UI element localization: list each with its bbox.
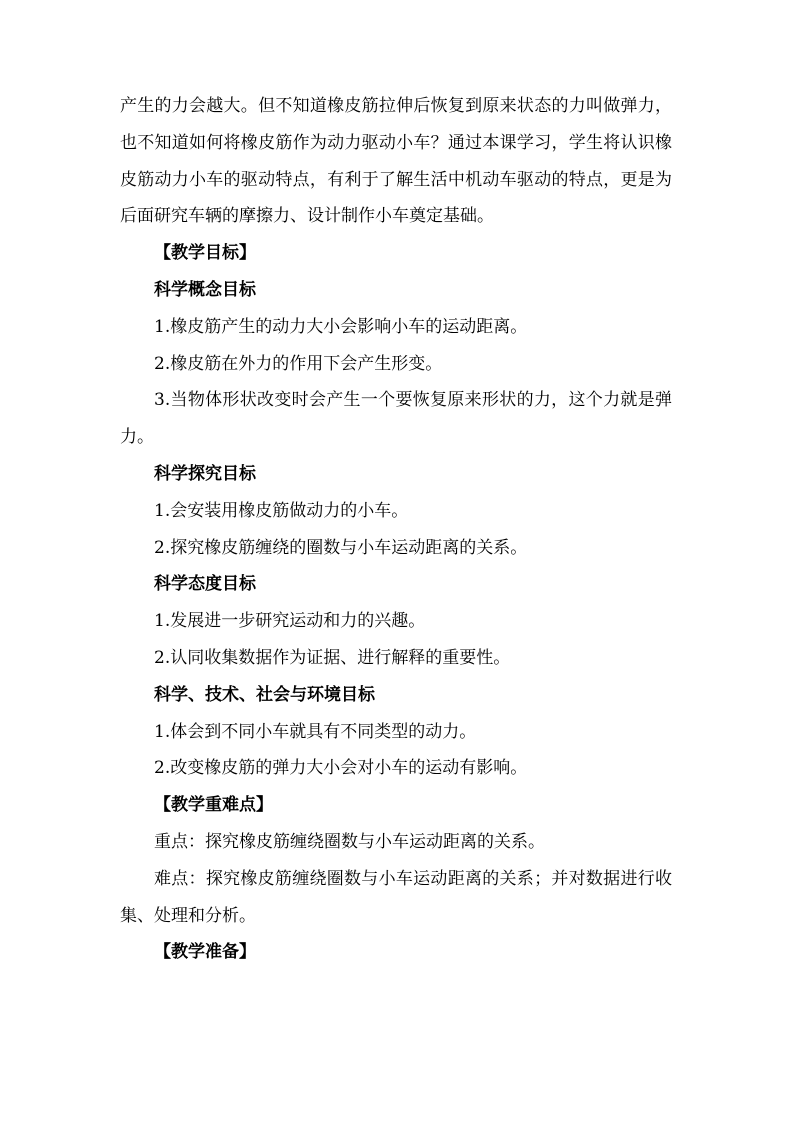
list-item: 2.改变橡皮筋的弹力大小会对小车的运动有影响。 <box>154 758 528 779</box>
key-point-paragraph: 重点：探究橡皮筋缠绕圈数与小车运动距离的关系。 <box>154 831 545 852</box>
list-item: 2.认同收集数据作为证据、进行解释的重要性。 <box>154 647 511 668</box>
list-item: 1.体会到不同小车就具有不同类型的动力。 <box>154 721 477 742</box>
section-heading-teaching-preparation: 【教学准备】 <box>154 942 256 963</box>
list-item: 1.橡皮筋产生的动力大小会影响小车的运动距离。 <box>154 316 528 337</box>
subheading-science-attitude: 科学态度目标 <box>154 574 256 595</box>
section-heading-teaching-objectives: 【教学目标】 <box>154 243 256 264</box>
difficult-point-paragraph: 难点：探究橡皮筋缠绕圈数与小车运动距离的关系；并对数据进行收集、处理和分析。 <box>120 868 672 926</box>
list-item: 2.探究橡皮筋缠绕的圈数与小车运动距离的关系。 <box>154 537 528 558</box>
subheading-stse: 科学、技术、社会与环境目标 <box>154 684 375 705</box>
list-item: 2.橡皮筋在外力的作用下会产生形变。 <box>154 353 443 374</box>
document-body <box>120 88 672 971</box>
list-item: 1.会安装用橡皮筋做动力的小车。 <box>154 500 409 521</box>
intro-paragraph: 产生的力会越大。但不知道橡皮筋拉伸后恢复到原来状态的力叫做弹力，也不知道如何将橡皮筋作为动力驱动小车？通过本课学习，学生将认识橡皮筋动力小车的驱动特点，有利于了解生活中机动车驱动的特点，更是为后面研究车辆的摩擦力、设计制作小车奠定基础。 <box>120 96 672 227</box>
list-item: 1.发展进一步研究运动和力的兴趣。 <box>154 611 426 632</box>
subheading-science-inquiry: 科学探究目标 <box>154 463 256 484</box>
subheading-science-concept: 科学概念目标 <box>154 279 256 300</box>
section-heading-key-difficult-points: 【教学重难点】 <box>154 795 273 816</box>
list-item: 3.当物体形状改变时会产生一个要恢复原来形状的力，这个力就是弹力。 <box>120 390 672 448</box>
